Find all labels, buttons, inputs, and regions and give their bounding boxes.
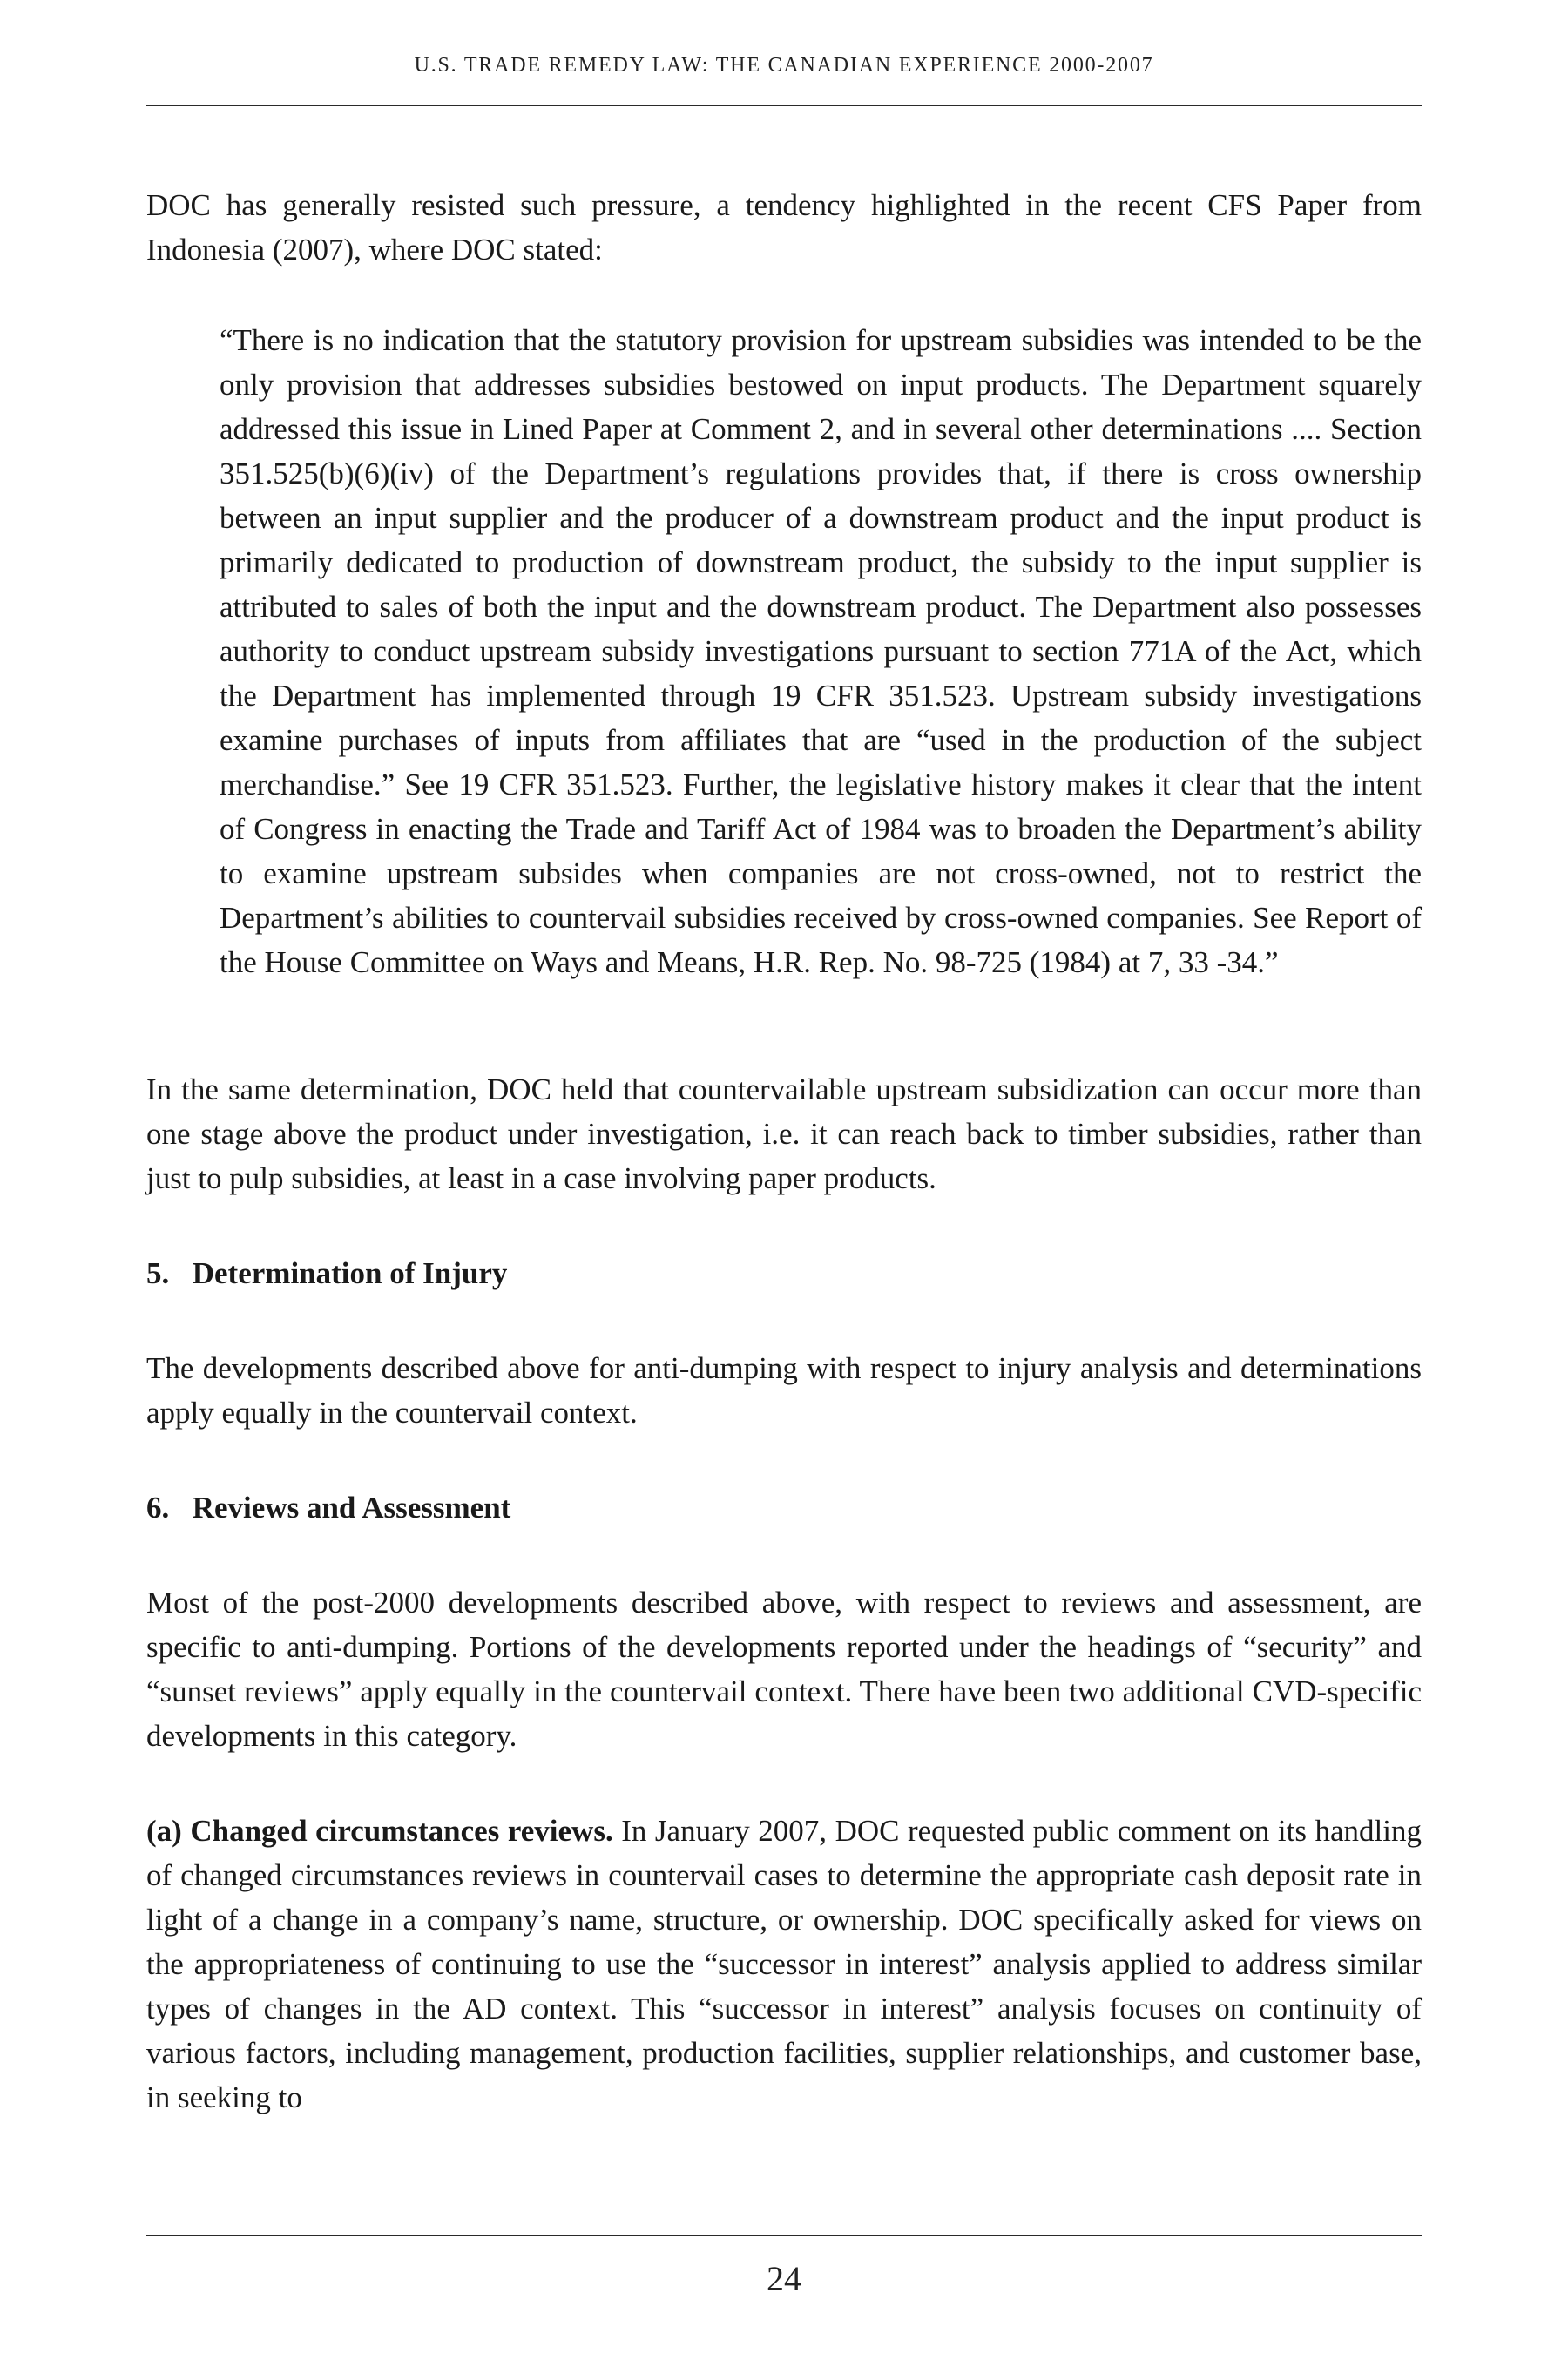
section-6-heading	[146, 1485, 1422, 1530]
subsection-a-lead: (a) Changed circumstances reviews.	[146, 1814, 613, 1848]
section-6-text: Most of the post-2000 developments described above, with respect to reviews and assessment, are specific to anti-dumping. Portions of the developments reported under the headings of “security” and “sunset reviews” apply equally in the countervail context. There have been two additional CVD-specific developments in this category.	[146, 1586, 1422, 1753]
section-6-number: 6.	[146, 1491, 170, 1525]
section-6-title: Reviews and Assessment	[192, 1491, 511, 1525]
intro-paragraph: DOC has generally resisted such pressure, a tendency highlighted in the recent CFS Paper from Indonesia (2007), where DOC stated:	[146, 188, 1422, 267]
determination-paragraph: In the same determination, DOC held that countervailable upstream subsidization can occur more than one stage above the product under investigation, i.e. it can reach back to timber subsidies, rather than just to pulp subsidies, at least in a case involving paper products.	[146, 1072, 1422, 1195]
block-quote: “There is no indication that the statutory provision for upstream subsidies was intended to be the only provision that addresses subsidies bestowed on input products. The Department squarely addressed this issue in Lined Paper at Comment 2, and in several other determinations .... Section 351.525(b)(6)(iv) of the Department’s regulations provides that, if there is cross ownership between an input supplier and the producer of a downstream product and the input product is primarily dedicated to production of downstream product, the subsidy to the input supplier is attributed to sales of both the input and the downstream product. The Department also possesses authority to conduct upstream subsidy investigations pursuant to section 771A of the Act, which the Department has implemented through 19 CFR 351.523. Upstream subsidy investigations examine purchases of inputs from affiliates that are “used in the production of the subject merchandise.” See 19 CFR 351.523. Further, the legislative history makes it clear that the intent of Congress in enacting the Trade and Tariff Act of 1984 was to broaden the Department’s ability to examine upstream subsides when companies are not cross-owned, not to restrict the Department’s abilities to countervail subsidies received by cross-owned companies. See Report of the House Committee on Ways and Means, H.R. Rep. No. 98-725 (1984) at 7, 33 -34.”	[220, 323, 1422, 979]
header-rule	[146, 105, 1422, 106]
section-5-heading	[146, 1251, 1422, 1295]
page-body	[146, 183, 1422, 2120]
section-5-title: Determination of Injury	[192, 1256, 508, 1290]
running-header: U.S. TRADE REMEDY LAW: THE CANADIAN EXPERIENCE 2000-2007	[414, 54, 1154, 77]
section-5-number: 5.	[146, 1256, 170, 1290]
footer-rule	[146, 2235, 1422, 2236]
subsection-a-text: In January 2007, DOC requested public comment on its handling of changed circumstances reviews in countervail cases to determine the appropriate cash deposit rate in light of a change in a company’s name, structure, or ownership. DOC specifically asked for views on the appropriateness of continuing to use the “successor in interest” analysis applied to address similar types of changes in the AD context. This “successor in interest” analysis focuses on continuity of various factors, including management, production facilities, supplier relationships, and customer base, in seeking to	[146, 1814, 1423, 2114]
section-5-text: The developments described above for anti-dumping with respect to injury analysis and determinations apply equally in the countervail context.	[146, 1351, 1422, 1430]
page-number: 24	[767, 2259, 801, 2298]
subsection-a-paragraph	[146, 1809, 1422, 2120]
